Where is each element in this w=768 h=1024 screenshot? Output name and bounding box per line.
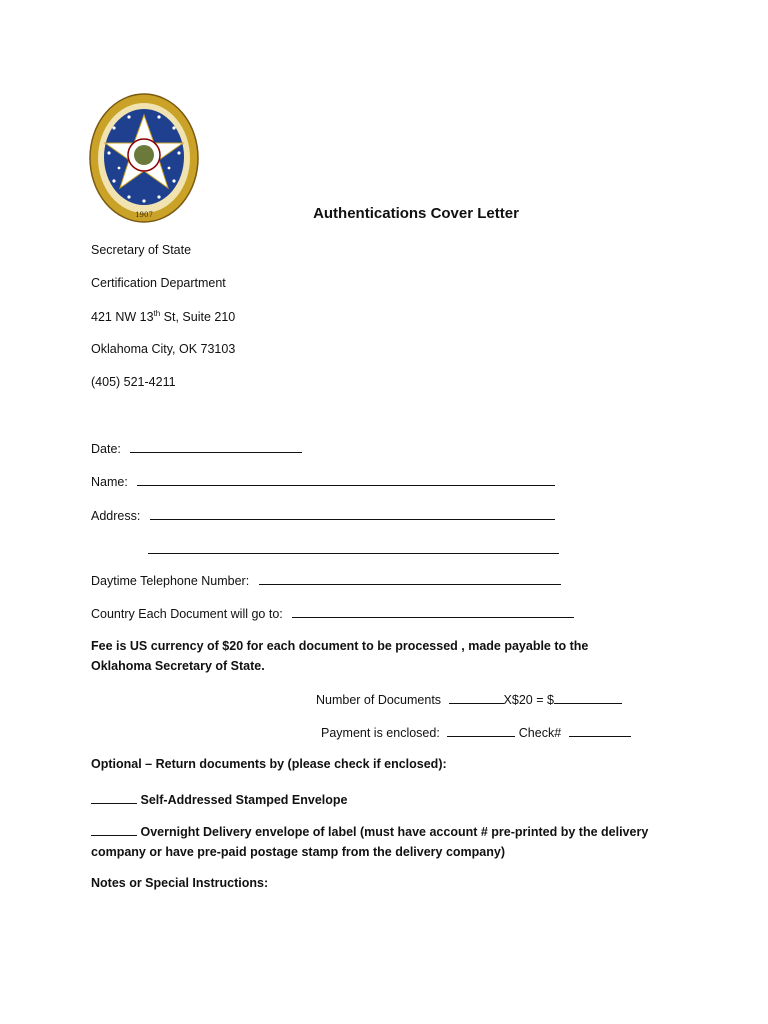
option-overnight-row — [91, 822, 651, 862]
name-row — [91, 473, 555, 489]
optional-label: Optional — [91, 757, 142, 771]
address-field-2[interactable] — [148, 541, 559, 554]
fee-payee: Oklahoma Secretary of State. — [91, 659, 265, 673]
address-row — [91, 507, 555, 523]
country-field[interactable] — [292, 605, 574, 618]
svg-text:1907: 1907 — [135, 211, 153, 219]
payment-row — [321, 724, 631, 740]
address-row-2 — [148, 541, 559, 557]
fee-text: Fee is US currency of $20 for each document to be processed , made payable to the — [91, 639, 589, 653]
num-docs-field[interactable] — [449, 691, 504, 704]
num-docs-mult: X$20 = $ — [503, 693, 554, 707]
address-city: Oklahoma City, OK 73103 — [91, 342, 236, 356]
date-label: Date: — [91, 442, 121, 456]
address-dept: Certification Department — [91, 276, 226, 290]
address-field[interactable] — [150, 507, 555, 520]
address-phone: (405) 521-4211 — [91, 375, 176, 389]
optional-text: – Return documents by (please check if enclosed): — [141, 757, 447, 771]
name-label: Name: — [91, 475, 128, 489]
street-prefix: 421 NW 13 — [91, 310, 154, 325]
option-sase-label: Self-Addressed Stamped Envelope — [140, 793, 348, 807]
option-sase-check[interactable] — [91, 791, 137, 804]
country-label: Country Each Document will go to: — [91, 607, 283, 621]
country-row — [91, 605, 574, 621]
telephone-row — [91, 572, 561, 588]
total-field[interactable] — [554, 691, 622, 704]
telephone-field[interactable] — [259, 572, 561, 585]
num-docs-label: Number of Documents — [316, 693, 442, 707]
street-sup: th — [153, 309, 161, 318]
street-suffix: St, Suite 210 — [160, 310, 236, 325]
page-title: Authentications Cover Letter — [313, 205, 519, 222]
fee-paragraph — [91, 636, 651, 676]
address-street — [91, 309, 235, 324]
option-sase-row — [91, 791, 348, 807]
option-overnight-check[interactable] — [91, 823, 137, 836]
check-label: Check# — [518, 726, 562, 740]
option-overnight-label: Overnight Delivery envelope of label (must have account # pre-printed by the delivery company or have pre-paid postage stamp from the delivery company) — [91, 825, 649, 859]
date-row — [91, 440, 302, 456]
notes-label: Notes or Special Instructions: — [91, 876, 269, 890]
address-org: Secretary of State — [91, 243, 192, 257]
payment-field[interactable] — [447, 724, 515, 737]
telephone-label: Daytime Telephone Number: — [91, 574, 250, 588]
num-docs-row — [316, 691, 622, 707]
name-field[interactable] — [137, 473, 555, 486]
address-label: Address: — [91, 509, 141, 523]
oklahoma-state-seal-icon — [89, 93, 199, 223]
payment-label: Payment is enclosed: — [321, 726, 440, 740]
date-field[interactable] — [130, 440, 302, 453]
optional-row — [91, 757, 447, 771]
check-field[interactable] — [569, 724, 631, 737]
